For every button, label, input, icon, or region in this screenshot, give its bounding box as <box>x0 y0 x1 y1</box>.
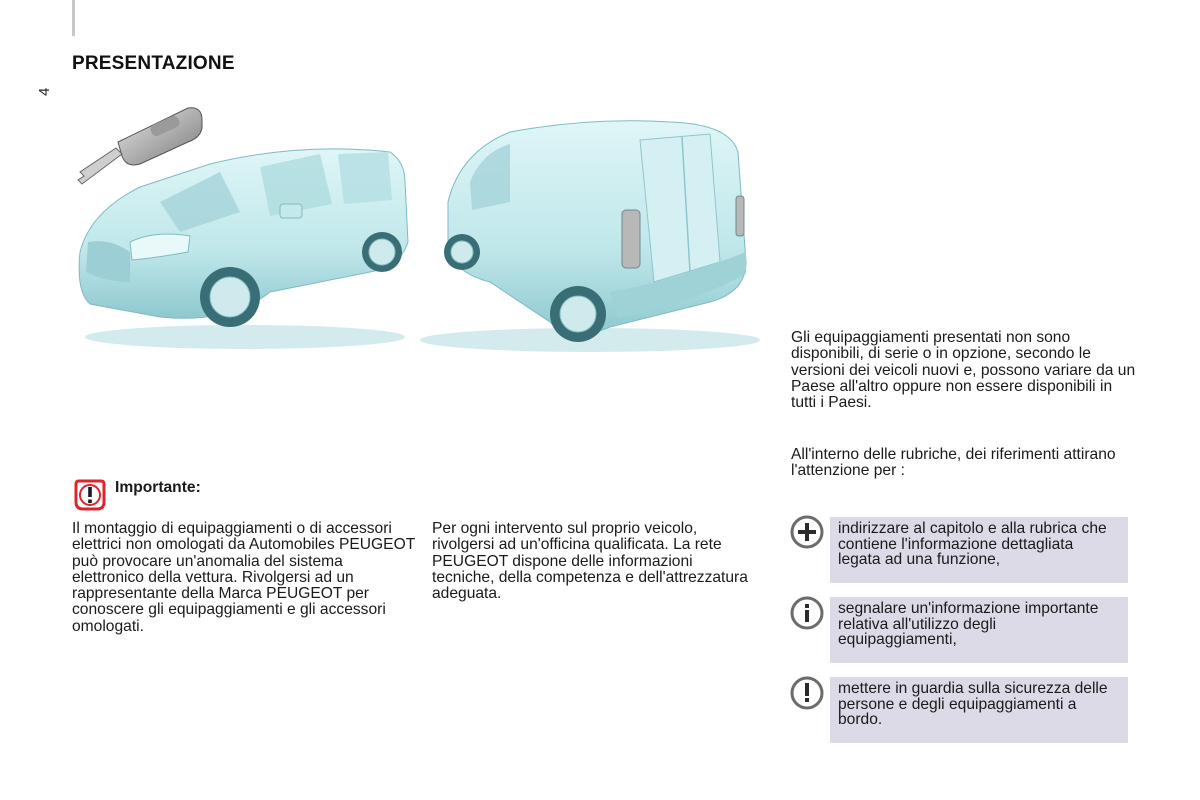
page-edge-line <box>72 0 75 36</box>
important-text-column-1: Il montaggio di equipaggiamenti o di accessori elettrici non omologati da Automobiles PEUGEOT può provocare un'anomalia del sistema elettronico della vettura. Rivolgersi ad un rappresentante della Marca PEUGEOT per conoscere gli equipaggiamenti e gli accessori omologati. <box>72 520 415 635</box>
rear-van-image <box>420 121 760 352</box>
legend-item-information <box>830 597 1128 663</box>
front-van-image <box>79 149 408 349</box>
legend-text-safety-warning: mettere in guardia sulla sicurezza delle persone e degli equipaggiamenti a bordo. <box>838 680 1108 729</box>
plus-icon <box>790 515 824 549</box>
important-label: Importante: <box>115 479 201 496</box>
legend-item-reference <box>830 517 1128 583</box>
intro-paragraph-references: All'interno delle rubriche, dei riferimenti attirano l'attenzione per : <box>791 446 1116 480</box>
legend-text-information: segnalare un'informazione importante relativa all'utilizzo degli equipaggiamenti, <box>838 600 1099 649</box>
important-text-column-2: Per ogni intervento sul proprio veicolo, rivolgersi ad un'officina qualificata. La rete PEUGEOT dispone delle informazioni tecniche, della competenza e dell'attrezzatura adeguata. <box>432 520 748 603</box>
legend-text-reference: indirizzare al capitolo e alla rubrica che contiene l'informazione dettagliata legata ad una funzione, <box>838 520 1107 569</box>
legend-item-safety-warning <box>830 677 1128 743</box>
page-number: 4 <box>36 87 53 96</box>
warning-icon <box>790 676 824 710</box>
warning-exclamation-icon <box>73 478 107 512</box>
page-title: PRESENTAZIONE <box>72 53 235 74</box>
info-icon <box>790 596 824 630</box>
intro-paragraph-availability: Gli equipaggiamenti presentati non sono disponibili, di serie o in opzione, secondo le versioni dei veicoli nuovi e, possono variare da un Paese all'altro oppure non essere disponibili in tutti i Paesi. <box>791 329 1136 412</box>
vehicle-illustration <box>70 92 760 362</box>
